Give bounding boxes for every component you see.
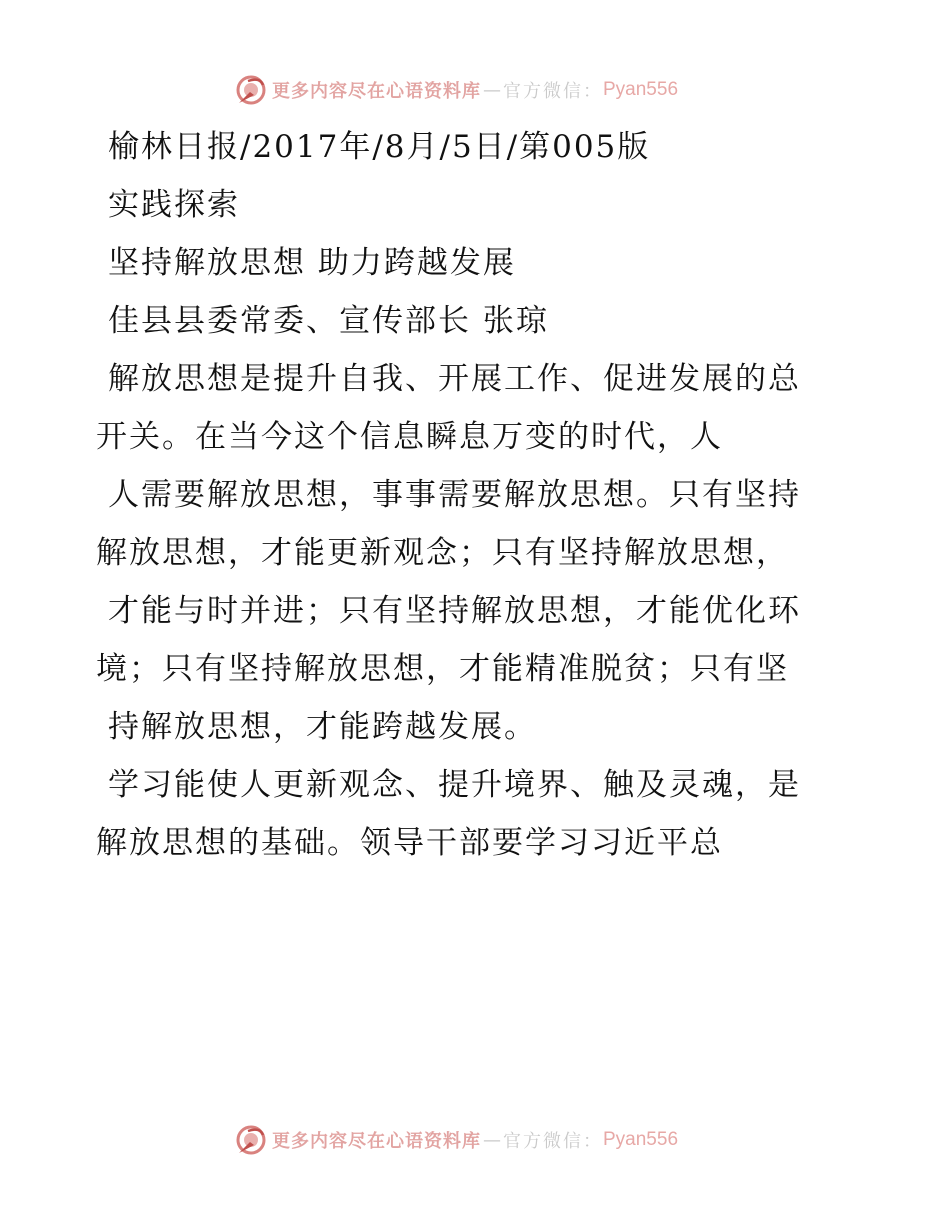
document-section-label: 实践探索 <box>108 187 240 223</box>
watermark-official-label: 官方微信： <box>503 81 603 102</box>
paragraph-line: 境；只有坚持解放思想，才能精准脱贫；只有坚 <box>96 651 789 687</box>
paragraph-line: 才能与时并进；只有坚持解放思想，才能优化环 <box>108 593 801 629</box>
footer-watermark <box>234 1122 678 1158</box>
paragraph-line: 解放思想是提升自我、开展工作、促进发展的总 <box>108 361 801 397</box>
document-body <box>96 118 836 872</box>
watermark-wechat-id: Pyan556 <box>603 79 679 100</box>
document-author: 佳县县委常委、宣传部长 张琼 <box>108 303 549 339</box>
watermark-text: 更多内容尽在心语资料库 <box>272 1131 481 1152</box>
document-title: 坚持解放思想 助力跨越发展 <box>108 245 516 281</box>
watermark-official-label: 官方微信： <box>503 1131 603 1152</box>
document-source-line: 榆林日报/2017年/8月/5日/第005版 <box>108 129 651 165</box>
watermark-dash: — <box>483 1129 501 1151</box>
pen-logo-icon <box>234 73 268 107</box>
watermark-wechat-id: Pyan556 <box>603 1129 679 1150</box>
pen-logo-icon <box>234 1123 268 1157</box>
paragraph-line: 开关。在当今这个信息瞬息万变的时代，人 <box>96 419 723 455</box>
paragraph-line: 解放思想的基础。领导干部要学习习近平总 <box>96 825 723 861</box>
paragraph-line: 人需要解放思想，事事需要解放思想。只有坚持 <box>108 477 801 513</box>
watermark-text: 更多内容尽在心语资料库 <box>272 81 481 102</box>
paragraph-line: 解放思想，才能更新观念；只有坚持解放思想， <box>96 535 789 571</box>
paragraph-line: 持解放思想，才能跨越发展。 <box>108 709 537 745</box>
header-watermark <box>234 72 678 108</box>
watermark-dash: — <box>483 79 501 101</box>
paragraph-line: 学习能使人更新观念、提升境界、触及灵魂，是 <box>108 767 801 803</box>
